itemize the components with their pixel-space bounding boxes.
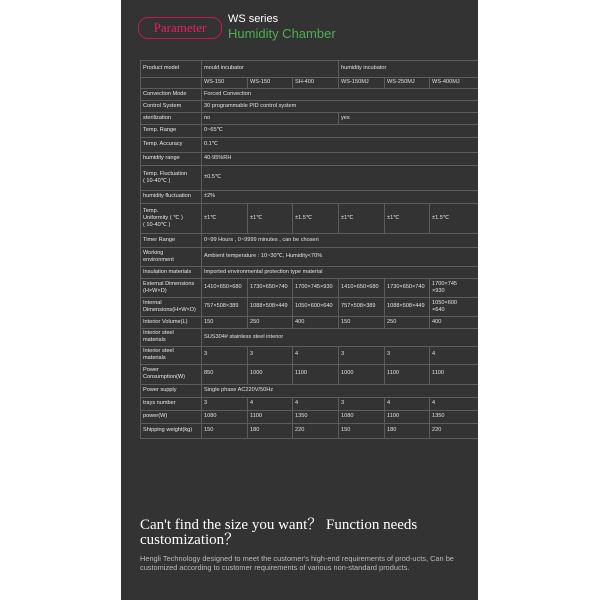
spec-label: Temp. Fluctuation ( 10-40℃ ) — [141, 166, 202, 191]
spec-value: 1700×745×930 — [293, 279, 339, 298]
spec-label: External Dimensions (H×W×D) — [141, 279, 202, 298]
spec-value: Single phase AC220V/50Hz — [202, 384, 479, 397]
spec-row — [141, 397, 479, 410]
spec-value: WS-150 — [202, 78, 248, 89]
spec-value: 850 — [202, 364, 248, 384]
spec-value: yes — [339, 113, 479, 125]
spec-value: 1080 — [339, 410, 385, 423]
spec-value: 30 programmable PID control system — [202, 101, 479, 113]
spec-value: 1700×745 ×930 — [430, 279, 479, 298]
spec-value: ±1℃ — [202, 204, 248, 234]
spec-label: Interior steel materials — [141, 346, 202, 364]
spec-value: 0~99 Hours , 0~9999 minutes , can be chosen — [202, 234, 479, 248]
spec-row — [141, 101, 479, 113]
spec-row — [141, 248, 479, 267]
spec-value: 1080 — [202, 410, 248, 423]
spec-label: Convection Mode — [141, 89, 202, 101]
spec-row — [141, 138, 479, 153]
spec-row — [141, 364, 479, 384]
spec-value: 1050×600 ×640 — [430, 298, 479, 317]
spec-label: humidity range — [141, 153, 202, 166]
spec-value: ±1℃ — [385, 204, 430, 234]
spec-label: Internal Dimensions(H×W×D) — [141, 298, 202, 317]
spec-label: Timer Range — [141, 234, 202, 248]
spec-value: 1350 — [430, 410, 479, 423]
series-name: WS series — [228, 13, 279, 25]
spec-value: no — [202, 113, 339, 125]
spec-label: Working environment — [141, 248, 202, 267]
spec-row — [141, 317, 479, 329]
spec-value: 180 — [385, 423, 430, 438]
spec-row — [141, 279, 479, 298]
spec-row — [141, 113, 479, 125]
spec-row — [141, 153, 479, 166]
spec-label: Temp. Uniformity ( ℃ ) ( 10-40℃ ) — [141, 204, 202, 234]
spec-label: trays number — [141, 397, 202, 410]
spec-row — [141, 61, 479, 78]
spec-value: 757×508×389 — [202, 298, 248, 317]
spec-value: 1050×600×640 — [293, 298, 339, 317]
spec-value: 150 — [202, 317, 248, 329]
spec-value: 220 — [293, 423, 339, 438]
spec-value: 150 — [339, 317, 385, 329]
custom-size-question: Can't find the size you want？ Function needs customization？ — [140, 517, 418, 548]
spec-value: 1410×650×680 — [339, 279, 385, 298]
spec-sheet-panel — [121, 0, 478, 600]
spec-value: 1088×508×449 — [385, 298, 430, 317]
spec-label — [141, 78, 202, 89]
spec-label: Power supply — [141, 384, 202, 397]
spec-value: ±1.5℃ — [430, 204, 479, 234]
spec-value: 1350 — [293, 410, 339, 423]
spec-value: 4 — [385, 397, 430, 410]
spec-value: 1100 — [430, 364, 479, 384]
spec-label: Control System — [141, 101, 202, 113]
spec-row — [141, 298, 479, 317]
spec-value: humidity incubator — [339, 61, 479, 78]
spec-table — [140, 60, 478, 439]
spec-row — [141, 384, 479, 397]
spec-value: WS-150MJ — [339, 78, 385, 89]
parameter-badge: Parameter — [138, 17, 222, 39]
spec-row — [141, 89, 479, 101]
spec-label: power(W) — [141, 410, 202, 423]
spec-value: ±2% — [202, 191, 479, 204]
spec-value: 1730×650×740 — [248, 279, 293, 298]
spec-value: 3 — [248, 346, 293, 364]
spec-row — [141, 410, 479, 423]
spec-value: 4 — [430, 346, 479, 364]
spec-value: 1730×650×740 — [385, 279, 430, 298]
spec-value: 1000 — [339, 364, 385, 384]
spec-value: 250 — [385, 317, 430, 329]
spec-value: 3 — [339, 346, 385, 364]
product-subtitle: Humidity Chamber — [228, 26, 336, 41]
spec-value: 3 — [202, 346, 248, 364]
spec-value: 150 — [202, 423, 248, 438]
spec-value: mould incubator — [202, 61, 339, 78]
spec-value: WS-250MJ — [385, 78, 430, 89]
spec-value: Ambient temperature : 10~30℃, Humidity<70% — [202, 248, 479, 267]
spec-value: Forced Convection — [202, 89, 479, 101]
spec-value: 1100 — [248, 410, 293, 423]
spec-label: sterilization — [141, 113, 202, 125]
spec-row — [141, 346, 479, 364]
spec-row — [141, 267, 479, 279]
spec-label: Power Consumption(W) — [141, 364, 202, 384]
spec-value: ±1.5℃ — [293, 204, 339, 234]
spec-value: 220 — [430, 423, 479, 438]
spec-label: Temp. Accuracy — [141, 138, 202, 153]
spec-value: SUS304# stainless steel interior — [202, 329, 479, 347]
spec-row — [141, 329, 479, 347]
spec-value: 3 — [385, 346, 430, 364]
spec-row — [141, 191, 479, 204]
spec-label: Temp. Range — [141, 125, 202, 138]
spec-value: WS-150 — [248, 78, 293, 89]
spec-value: 1000 — [248, 364, 293, 384]
customization-description: Hengli Technology designed to meet the customer's high-end requirements of prod-ucts, Can be customized according to customer requirements of various non-standard products. — [140, 554, 454, 572]
spec-value: 40-95%RH — [202, 153, 479, 166]
spec-value: 0~65℃ — [202, 125, 479, 138]
spec-row — [141, 125, 479, 138]
spec-label: Insulation materials — [141, 267, 202, 279]
spec-row — [141, 423, 479, 438]
spec-value: 180 — [248, 423, 293, 438]
spec-value: 1100 — [385, 364, 430, 384]
spec-row — [141, 204, 479, 234]
spec-value: ±1℃ — [248, 204, 293, 234]
spec-label: Shipping weight(kg) — [141, 423, 202, 438]
spec-value: 4 — [293, 346, 339, 364]
spec-value: 4 — [430, 397, 479, 410]
spec-value: 4 — [293, 397, 339, 410]
spec-value: 4 — [248, 397, 293, 410]
spec-value: ±0.5℃ — [202, 166, 479, 191]
spec-value: 250 — [248, 317, 293, 329]
spec-value: 1100 — [293, 364, 339, 384]
spec-value: SH-400 — [293, 78, 339, 89]
spec-value: 3 — [339, 397, 385, 410]
spec-label: Interior steel materials — [141, 329, 202, 347]
spec-value: Imported environmental protection type material — [202, 267, 479, 279]
spec-value: 1410×650×680 — [202, 279, 248, 298]
spec-value: 1088×508×449 — [248, 298, 293, 317]
spec-value: 400 — [293, 317, 339, 329]
spec-row — [141, 234, 479, 248]
spec-label: Interior Volume(L) — [141, 317, 202, 329]
spec-value: 757×508×389 — [339, 298, 385, 317]
spec-value: 3 — [202, 397, 248, 410]
spec-value: 0.1℃ — [202, 138, 479, 153]
spec-row — [141, 78, 479, 89]
spec-row — [141, 166, 479, 191]
spec-value: 400 — [430, 317, 479, 329]
spec-value: 150 — [339, 423, 385, 438]
spec-value: 1100 — [385, 410, 430, 423]
spec-label: Product model — [141, 61, 202, 78]
spec-value: WS-400MJ — [430, 78, 479, 89]
spec-label: humidity fluctuation — [141, 191, 202, 204]
spec-value: ±1℃ — [339, 204, 385, 234]
